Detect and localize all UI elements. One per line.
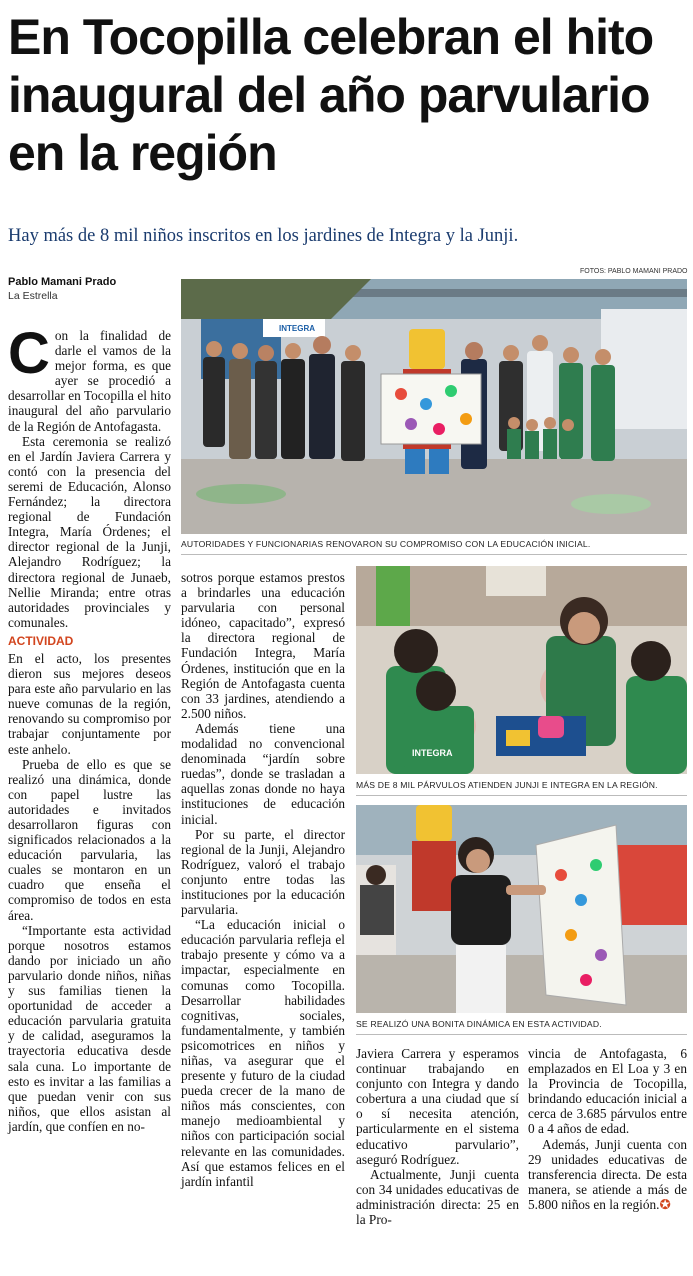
photo-painting-dynamic [356,805,687,1013]
section-heading: ACTIVIDAD [8,633,74,648]
body-paragraph: “Importante esta actividad porque nosotros estamos dando por iniciado un año parvulario donde niños, niñas y sus familias tienen la oportunidad de acceder a educación parvularia gratuita y de calidad, aseguramos la trayectoria educativa desde sala cuna. Lo importante de esto es invitar a las familias a que puedan venir con sus niños, que ellos asistan al jardín, que confíen en no- [8,922,171,1134]
body-paragraph: Además, Junji cuenta con 29 unidades educativas de transferencia directa. De esta manera, se atiende a más de 5.800 niños en la región.✪ [528,1136,687,1212]
photo-children-activity [356,566,687,774]
photo3-caption: SE REALIZÓ UNA BONITA DINÁMICA EN ESTA ACTIVIDAD. [356,1019,602,1029]
body-paragraph: sotros porque estamos prestos a brindarles una educación parvularia con personal idóneo, capacitado”, expresó la directora regional de Fundación Integra, María Órdenes, institución que en la Región de Antofagasta cuenta con 33 jardines, atendiendo a 2.500 niños. [181,570,345,721]
body-paragraph: Actualmente, Junji cuenta con 34 unidades educativas de administración directa: 25 en la Pro- [356,1166,519,1228]
body-column-2 [181,570,345,1273]
caption-rule [356,1034,687,1035]
headline: En Tocopilla celebran el hito inaugural del año parvulario en la región [8,9,654,181]
body-column-4 [528,1046,687,1273]
body-paragraph: Esta ceremonia se realizó en el Jardín Javiera Carrera y contó con la presencia del seremi de Educación, Alonso Fernández; la directora regional de Fundación Integra, María Órdenes; el director regional de la Junji, Alejandro Rodríguez; la directora regional de Junaeb, Nellie Miranda; entre otras autoridades provinciales y comunales. [8,433,171,630]
body-paragraph: Javiera Carrera y esperamos continuar trabajando en conjunto con Integra y dando cobertura a una ciudad que sí o sí necesita atención, particularmente en el sistema educativo parvulario”, aseguró Rodríguez. [356,1046,519,1167]
body-column-3 [356,1046,519,1273]
outlet-name: La Estrella [8,290,58,302]
caption-rule [356,795,687,796]
body-paragraph: Prueba de ello es que se realizó una dinámica, donde con papel lustre las autoridades e invitados desarrollaron figuras con significados relacionados a la educación parvularia, las cuales se montaron en un cuadro que enseña el compromiso de todos en esta área. [8,756,171,923]
body-column-1 [8,321,171,1273]
body-paragraph: “La educación inicial o educación parvularia refleja el trabajo presente y cómo va a impactar, especialmente en comunas como Tocopilla. Desarrollar habilidades cognitivas, sociales, fundamentalmente, y también psicomotrices en niños y niñas, va asegurar que el presente y futuro de la ciudad pueda crecer de la mano de niños más conscientes, con manejo medioambiental y niños con participación social relevante en las comunidades. Así que estamos felices en el jardín infantil [181,917,345,1189]
caption-rule [181,554,687,555]
photo2-caption: MÁS DE 8 MIL PÁRVULOS ATIENDEN JUNJI E INTEGRA EN LA REGIÓN. [356,780,658,790]
photo-integra-banner: INTEGRA [279,324,315,333]
end-mark-icon: ✪ [659,1196,671,1212]
body-paragraph: En el acto, los presentes dieron sus mejores deseos para este año parvulario en las nueve comunas de la región, renovando su compromiso por trabajar conjuntamente por este anhelo. [8,650,171,757]
photo-painting-illustration [356,805,687,1013]
body-paragraph: Por su parte, el director regional de la Junji, Alejandro Rodríguez, valoró el trabajo conjunto entre todas las instituciones por la educación parvularia. [181,826,345,918]
photo1-caption: AUTORIDADES Y FUNCIONARIAS RENOVARON SU COMPROMISO CON LA EDUCACIÓN INICIAL. [181,539,591,549]
vest-integra-text: INTEGRA [412,748,453,758]
author-name: Pablo Mamani Prado [8,276,117,288]
photo-ceremony-illustration [181,279,687,534]
photo-children-illustration [356,566,687,774]
subheadline: Hay más de 8 mil niños inscritos en los jardines de Integra y la Junji. [8,226,519,246]
drop-cap: C [8,321,50,386]
photo-ceremony-group [181,279,687,534]
body-paragraph: Con la finalidad de darle el vamos de la mejor forma, es que ayer se procedió a desarrollar en Tocopilla el hito inaugural del año parvulario de la Región de Antofagasta. [8,321,171,434]
body-paragraph: vincia de Antofagasta, 6 emplazados en El Loa y 3 en la Provincia de Tocopilla, brindando educación inicial a cerca de 3.685 párvulos entre 0 a 4 años de edad. [528,1046,687,1137]
body-paragraph: Además tiene una modalidad no convencional denominada “jardín sobre ruedas”, donde se trasladan a aquellas zonas donde no haya instituciones de educación inicial. [181,720,345,827]
photo-credit: FOTOS: PABLO MAMANI PRADO [580,268,688,275]
